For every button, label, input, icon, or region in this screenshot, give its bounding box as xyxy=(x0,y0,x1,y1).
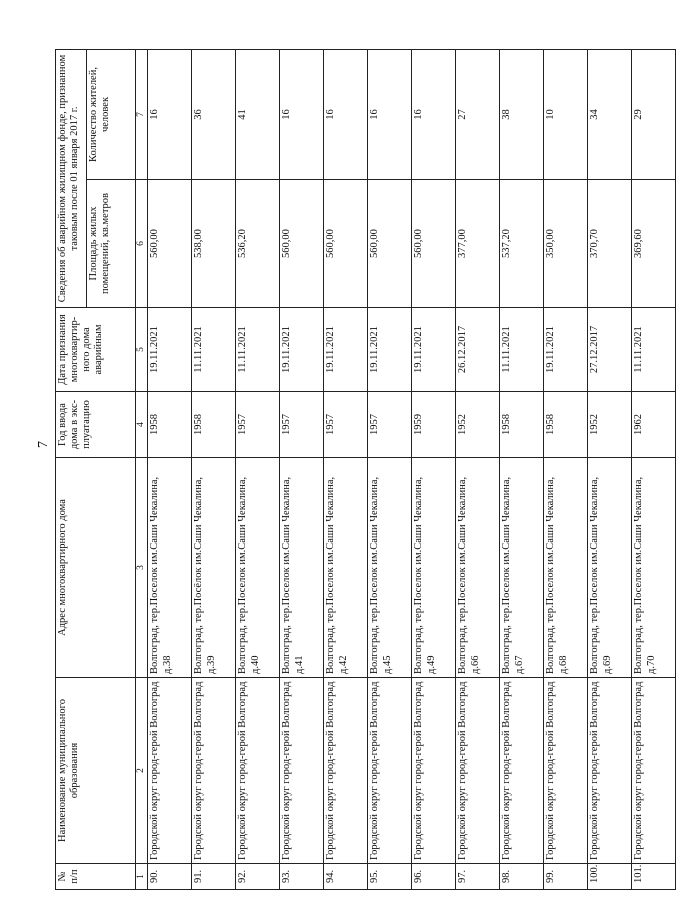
column-number: 7 xyxy=(136,49,148,179)
row-number: 97. xyxy=(456,864,500,890)
year-cell: 1952 xyxy=(588,392,632,458)
column-number: 1 xyxy=(136,864,148,890)
table-row xyxy=(456,49,500,889)
rotated-table-container xyxy=(55,50,657,890)
people-cell: 16 xyxy=(280,49,324,179)
header-row-1 xyxy=(56,49,87,889)
year-cell: 1952 xyxy=(456,392,500,458)
address-cell: Волгоград, тер.Поселок им.Саши Чекалина, д.42 xyxy=(324,458,368,678)
municipality-cell: Городской округ город-герой Волгоград xyxy=(632,678,676,864)
people-cell: 16 xyxy=(368,49,412,179)
date-cell: 19.11.2021 xyxy=(412,308,456,392)
area-cell: 370,70 xyxy=(588,180,632,308)
municipality-cell: Городской округ город-герой Волгоград xyxy=(236,678,280,864)
municipality-cell: Городской округ город-герой Волгоград xyxy=(148,678,192,864)
area-cell: 560,00 xyxy=(368,180,412,308)
table-row xyxy=(368,49,412,889)
municipality-cell: Городской округ город-герой Волгоград xyxy=(324,678,368,864)
area-cell: 350,00 xyxy=(544,180,588,308)
row-number: 91. xyxy=(192,864,236,890)
year-cell: 1958 xyxy=(544,392,588,458)
municipality-cell: Городской округ город-герой Волгоград xyxy=(192,678,236,864)
table-row xyxy=(192,49,236,889)
year-cell: 1962 xyxy=(632,392,676,458)
address-cell: Волгоград, тер.Посёлок им.Саши Чекалина, д.39 xyxy=(192,458,236,678)
row-number: 98. xyxy=(500,864,544,890)
people-cell: 27 xyxy=(456,49,500,179)
date-cell: 11.11.2021 xyxy=(192,308,236,392)
area-cell: 560,00 xyxy=(324,180,368,308)
table-row xyxy=(544,49,588,889)
date-cell: 27.12.2017 xyxy=(588,308,632,392)
table-row xyxy=(412,49,456,889)
date-cell: 19.11.2021 xyxy=(544,308,588,392)
header-people: Количество жителей, человек xyxy=(87,49,136,179)
year-cell: 1957 xyxy=(324,392,368,458)
address-cell: Волгоград, тер.Поселок им.Саши Чекалина, д.68 xyxy=(544,458,588,678)
column-number: 4 xyxy=(136,392,148,458)
year-cell: 1957 xyxy=(368,392,412,458)
date-cell: 19.11.2021 xyxy=(368,308,412,392)
year-cell: 1957 xyxy=(236,392,280,458)
year-cell: 1958 xyxy=(148,392,192,458)
municipality-cell: Городской округ город-герой Волгоград xyxy=(412,678,456,864)
year-cell: 1957 xyxy=(280,392,324,458)
page-number: 7 xyxy=(36,441,51,448)
area-cell: 560,00 xyxy=(412,180,456,308)
table-row xyxy=(236,49,280,889)
column-number: 3 xyxy=(136,458,148,678)
row-number: 101. xyxy=(632,864,676,890)
people-cell: 41 xyxy=(236,49,280,179)
municipality-cell: Городской округ город-герой Волгоград xyxy=(500,678,544,864)
people-cell: 36 xyxy=(192,49,236,179)
column-number: 2 xyxy=(136,678,148,864)
municipality-cell: Городской округ город-герой Волгоград xyxy=(544,678,588,864)
column-number: 6 xyxy=(136,180,148,308)
row-number: 95. xyxy=(368,864,412,890)
header-municipality: Наименование муниципального образования xyxy=(56,678,136,864)
row-number: 94. xyxy=(324,864,368,890)
address-cell: Волгоград, тер.Поселок им.Саши Чекалина, д.70 xyxy=(632,458,676,678)
municipality-cell: Городской округ город-герой Волгоград xyxy=(456,678,500,864)
municipality-cell: Городской округ город-герой Волгоград xyxy=(280,678,324,864)
address-cell: Волгоград, тер.Поселок им.Саши Чекалина, д.40 xyxy=(236,458,280,678)
municipality-cell: Городской округ город-герой Волгоград xyxy=(588,678,632,864)
row-number: 92. xyxy=(236,864,280,890)
people-cell: 34 xyxy=(588,49,632,179)
address-cell: Волгоград, тер.Поселок им.Саши Чекалина, д.69 xyxy=(588,458,632,678)
date-cell: 19.11.2021 xyxy=(324,308,368,392)
header-area: Площадь жилых помещений, кв.метров xyxy=(87,180,136,308)
header-number: № п/п xyxy=(56,864,136,890)
people-cell: 16 xyxy=(148,49,192,179)
address-cell: Волгоград, тер.Поселок им.Саши Чекалина, д.67 xyxy=(500,458,544,678)
table-row xyxy=(280,49,324,889)
date-cell: 11.11.2021 xyxy=(632,308,676,392)
table-row xyxy=(324,49,368,889)
date-cell: 11.11.2021 xyxy=(500,308,544,392)
row-number: 96. xyxy=(412,864,456,890)
date-cell: 19.11.2021 xyxy=(280,308,324,392)
area-cell: 538,00 xyxy=(192,180,236,308)
area-cell: 560,00 xyxy=(280,180,324,308)
people-cell: 29 xyxy=(632,49,676,179)
address-cell: Волгоград, тер.Поселок им.Саши Чекалина, д.66 xyxy=(456,458,500,678)
area-cell: 369,60 xyxy=(632,180,676,308)
column-number: 5 xyxy=(136,308,148,392)
area-cell: 377,00 xyxy=(456,180,500,308)
year-cell: 1958 xyxy=(500,392,544,458)
people-cell: 16 xyxy=(412,49,456,179)
people-cell: 38 xyxy=(500,49,544,179)
table-body xyxy=(148,49,676,889)
area-cell: 536,20 xyxy=(236,180,280,308)
emergency-housing-table xyxy=(55,49,676,890)
date-cell: 19.11.2021 xyxy=(148,308,192,392)
address-cell: Волгоград, тер.Поселок им.Саши Чекалина, д.41 xyxy=(280,458,324,678)
year-cell: 1958 xyxy=(192,392,236,458)
area-cell: 560,00 xyxy=(148,180,192,308)
column-numbers-row xyxy=(136,49,148,889)
address-cell: Волгоград, тер.Поселок им.Саши Чекалина, д.45 xyxy=(368,458,412,678)
address-cell: Волгоград, тер.Поселок им.Саши Чекалина, д.38 xyxy=(148,458,192,678)
row-number: 90. xyxy=(148,864,192,890)
header-date: Дата признания многоквартир- ного дома аварийным xyxy=(56,308,136,392)
table-row xyxy=(500,49,544,889)
people-cell: 16 xyxy=(324,49,368,179)
address-cell: Волгоград, тер.Поселок им.Саши Чекалина, д.49 xyxy=(412,458,456,678)
row-number: 93. xyxy=(280,864,324,890)
table-row xyxy=(148,49,192,889)
date-cell: 11.11.2021 xyxy=(236,308,280,392)
people-cell: 10 xyxy=(544,49,588,179)
area-cell: 537,20 xyxy=(500,180,544,308)
date-cell: 26.12.2017 xyxy=(456,308,500,392)
header-group: Сведения об аварийном жилищном фонде, признанном таковым после 01 января 2017 г. xyxy=(56,49,87,307)
table-row xyxy=(632,49,676,889)
row-number: 99. xyxy=(544,864,588,890)
header-year: Год ввода дома в экс- плуатацию xyxy=(56,392,136,458)
table-row xyxy=(588,49,632,889)
year-cell: 1959 xyxy=(412,392,456,458)
municipality-cell: Городской округ город-герой Волгоград xyxy=(368,678,412,864)
header-address: Адрес многоквартирного дома xyxy=(56,458,136,678)
row-number: 100. xyxy=(588,864,632,890)
